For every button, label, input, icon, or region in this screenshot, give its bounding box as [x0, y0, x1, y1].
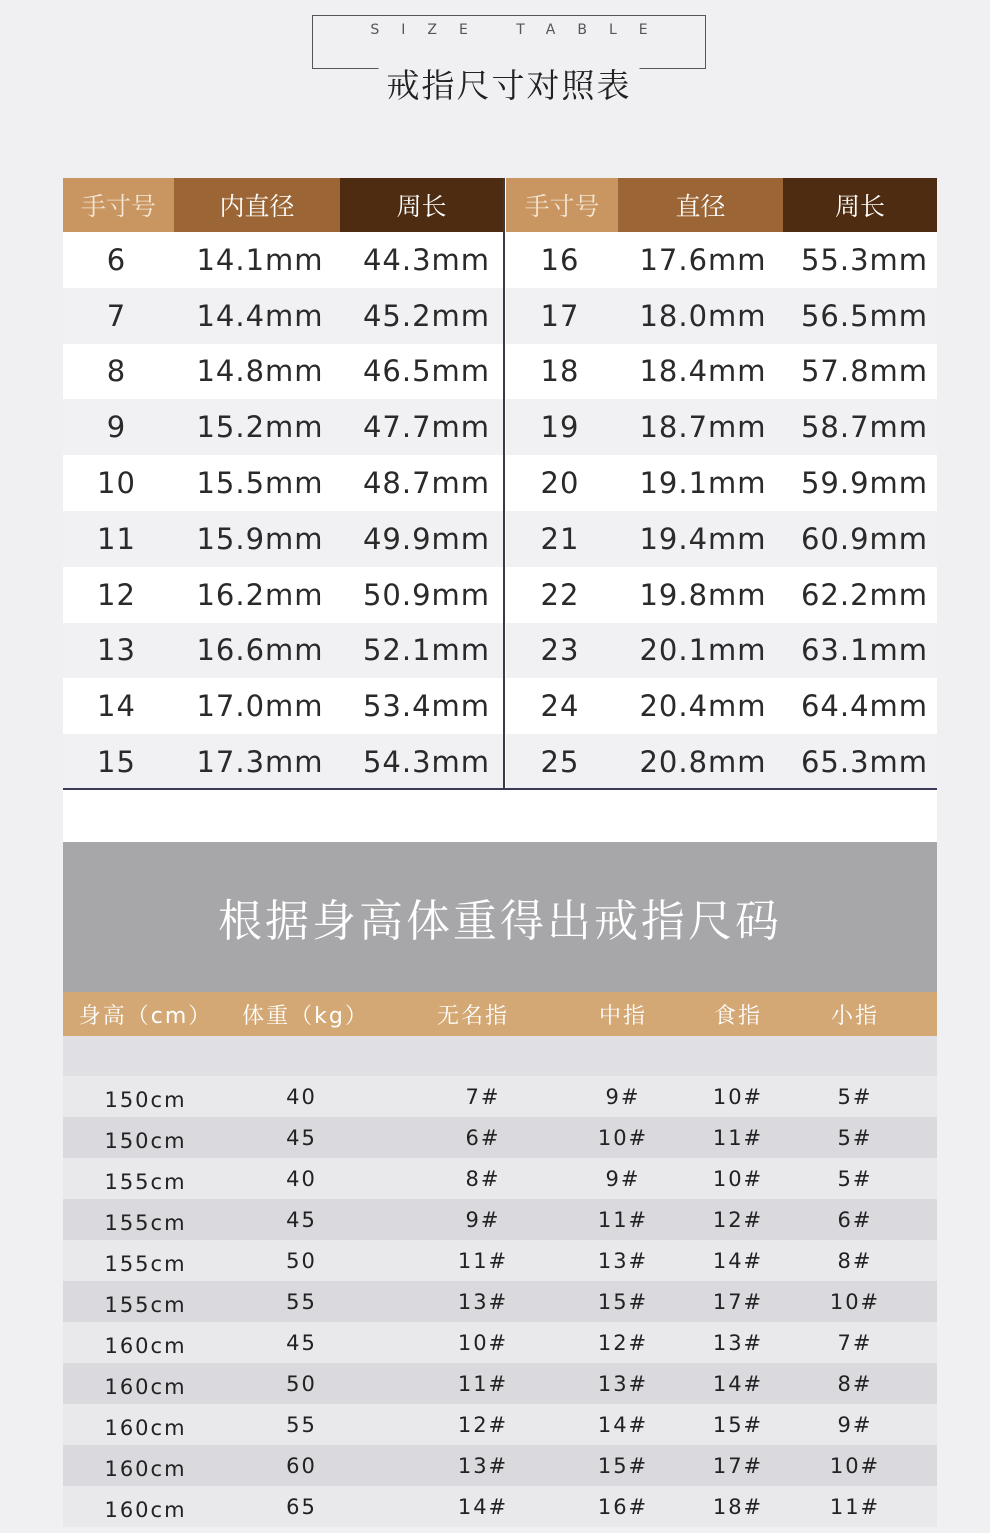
- table-row: [63, 1404, 937, 1445]
- cell-size-number: 15: [97, 745, 136, 780]
- cell-index-finger: 18#: [712, 1494, 764, 1519]
- cell-size-number: 10: [97, 466, 136, 501]
- cell-middle-finger: 9#: [605, 1084, 641, 1109]
- cell-little-finger: 10#: [829, 1453, 881, 1478]
- cell-index-finger: 10#: [712, 1166, 764, 1191]
- table-row: [63, 288, 503, 344]
- cell-weight: 40: [286, 1084, 317, 1109]
- cell-circumference: 62.2mm: [800, 577, 929, 612]
- cell-circumference: 48.7mm: [362, 466, 491, 501]
- table-bottom-rule: [63, 788, 937, 790]
- cell-diameter: 15.2mm: [196, 410, 324, 445]
- cell-little-finger: 6#: [837, 1207, 873, 1232]
- cell-size-number: 17: [540, 298, 580, 333]
- cell-diameter: 14.1mm: [196, 242, 324, 277]
- cell-little-finger: 10#: [829, 1289, 881, 1314]
- cell-circumference: 52.1mm: [362, 633, 491, 668]
- header-index-finger: 食指: [713, 1003, 762, 1029]
- cell-circumference: 59.9mm: [800, 466, 929, 501]
- title-english: SIZE TABLE: [370, 22, 670, 38]
- cell-diameter: 15.5mm: [196, 466, 324, 501]
- cell-index-finger: 14#: [712, 1371, 764, 1396]
- cell-index-finger: 11#: [712, 1125, 764, 1150]
- cell-size-number: 18: [540, 354, 580, 389]
- header-ring-finger: 无名指: [436, 1003, 509, 1029]
- cell-ring-finger: 11#: [457, 1371, 509, 1396]
- cell-weight: 50: [286, 1371, 317, 1396]
- cell-diameter: 17.6mm: [639, 242, 767, 277]
- cell-circumference: 60.9mm: [800, 521, 929, 556]
- table-row: [506, 232, 937, 288]
- cell-ring-finger: 13#: [457, 1453, 509, 1478]
- cell-middle-finger: 16#: [597, 1494, 649, 1519]
- cell-little-finger: 5#: [837, 1166, 873, 1191]
- cell-ring-finger: 11#: [457, 1248, 509, 1273]
- cell-circumference: 50.9mm: [362, 577, 491, 612]
- cell-size-number: 25: [540, 745, 580, 780]
- size-table-left: [63, 178, 503, 790]
- cell-diameter: 16.2mm: [196, 577, 324, 612]
- cell-weight: 55: [286, 1412, 317, 1437]
- cell-size-number: 9: [106, 410, 127, 445]
- cell-diameter: 14.8mm: [196, 354, 324, 389]
- cell-size-number: 11: [97, 521, 136, 556]
- header-size-number: 手寸号: [63, 178, 174, 232]
- size-table-right: [506, 178, 937, 790]
- cell-middle-finger: 14#: [597, 1412, 649, 1437]
- cell-diameter: 19.4mm: [639, 521, 767, 556]
- cell-circumference: 47.7mm: [362, 410, 491, 445]
- cell-circumference: 44.3mm: [362, 242, 491, 277]
- cell-height: 160cm: [104, 1456, 187, 1481]
- size-table-right-header: [506, 178, 937, 232]
- cell-size-number: 23: [540, 633, 580, 668]
- cell-ring-finger: 6#: [465, 1125, 501, 1150]
- table-row: [63, 623, 503, 679]
- cell-size-number: 13: [97, 633, 136, 668]
- cell-height: 150cm: [104, 1087, 187, 1112]
- table-row: [63, 1281, 937, 1322]
- estimate-banner: [63, 842, 937, 992]
- cell-size-number: 24: [540, 689, 580, 724]
- cell-size-number: 22: [540, 577, 580, 612]
- table-row: [506, 399, 937, 455]
- cell-diameter: 18.4mm: [639, 354, 767, 389]
- cell-weight: 50: [286, 1248, 317, 1273]
- cell-size-number: 14: [97, 689, 136, 724]
- table-row: [63, 1363, 937, 1404]
- header-little-finger: 小指: [830, 1003, 879, 1029]
- cell-index-finger: 13#: [712, 1330, 764, 1355]
- cell-little-finger: 5#: [837, 1084, 873, 1109]
- table-row: [63, 1076, 937, 1117]
- table-row: [63, 455, 503, 511]
- cell-size-number: 6: [106, 242, 127, 277]
- table-row: [506, 678, 937, 734]
- table-row: [63, 232, 503, 288]
- cell-ring-finger: 13#: [457, 1289, 509, 1314]
- header-weight: 体重（kg）: [242, 1003, 369, 1029]
- header-height: 身高（cm）: [78, 1003, 213, 1029]
- table-row: [506, 511, 937, 567]
- title-frame: [312, 15, 706, 105]
- cell-weight: 40: [286, 1166, 317, 1191]
- cell-height: 160cm: [104, 1497, 187, 1522]
- table-row: [506, 567, 937, 623]
- table-row: [63, 567, 503, 623]
- cell-index-finger: 14#: [712, 1248, 764, 1273]
- cell-circumference: 49.9mm: [362, 521, 491, 556]
- header-circumference: 周长: [783, 178, 937, 232]
- cell-weight: 45: [286, 1330, 317, 1355]
- cell-index-finger: 17#: [712, 1453, 764, 1478]
- table-row: [63, 511, 503, 567]
- cell-diameter: 17.3mm: [196, 745, 324, 780]
- table-row: [63, 678, 503, 734]
- cell-ring-finger: 10#: [457, 1330, 509, 1355]
- cell-circumference: 54.3mm: [362, 745, 491, 780]
- table-row: [506, 455, 937, 511]
- table-row: [63, 344, 503, 400]
- size-table-left-body: [63, 232, 503, 790]
- size-table-right-body: [506, 232, 937, 790]
- cell-diameter: 18.7mm: [639, 410, 767, 445]
- cell-middle-finger: 15#: [597, 1453, 649, 1478]
- cell-middle-finger: 13#: [597, 1248, 649, 1273]
- cell-little-finger: 9#: [837, 1412, 873, 1437]
- cell-middle-finger: 13#: [597, 1371, 649, 1396]
- cell-middle-finger: 15#: [597, 1289, 649, 1314]
- table-row: [63, 1158, 937, 1199]
- cell-index-finger: 15#: [712, 1412, 764, 1437]
- cell-diameter: 19.8mm: [639, 577, 767, 612]
- cell-diameter: 14.4mm: [196, 298, 324, 333]
- cell-little-finger: 7#: [837, 1330, 873, 1355]
- table-row: [63, 399, 503, 455]
- table-row: [506, 288, 937, 344]
- cell-circumference: 46.5mm: [362, 354, 491, 389]
- cell-size-number: 21: [540, 521, 580, 556]
- table-row: [63, 1486, 937, 1527]
- cell-middle-finger: 11#: [597, 1207, 649, 1232]
- table-row: [63, 734, 503, 790]
- estimate-banner-title: 根据身高体重得出戒指尺码: [218, 896, 782, 947]
- cell-size-number: 20: [540, 466, 580, 501]
- cell-diameter: 20.4mm: [639, 689, 767, 724]
- header-diameter: 直径: [618, 178, 783, 232]
- cell-weight: 55: [286, 1289, 317, 1314]
- cell-little-finger: 5#: [837, 1125, 873, 1150]
- table-row: [63, 1322, 937, 1363]
- cell-diameter: 18.0mm: [639, 298, 767, 333]
- cell-diameter: 16.6mm: [196, 633, 324, 668]
- table-row: [506, 344, 937, 400]
- cell-height: 160cm: [104, 1333, 187, 1358]
- cell-diameter: 19.1mm: [639, 466, 767, 501]
- estimate-table-header: [63, 992, 937, 1036]
- cell-circumference: 56.5mm: [800, 298, 929, 333]
- cell-circumference: 45.2mm: [362, 298, 491, 333]
- cell-size-number: 7: [106, 298, 127, 333]
- cell-height: 160cm: [104, 1374, 187, 1399]
- cell-middle-finger: 10#: [597, 1125, 649, 1150]
- cell-diameter: 17.0mm: [196, 689, 324, 724]
- table-row: [63, 1117, 937, 1158]
- cell-ring-finger: 9#: [465, 1207, 501, 1232]
- cell-size-number: 16: [540, 242, 580, 277]
- cell-middle-finger: 12#: [597, 1330, 649, 1355]
- estimate-section: [63, 842, 937, 1533]
- cell-circumference: 65.3mm: [800, 745, 929, 780]
- cell-middle-finger: 9#: [605, 1166, 641, 1191]
- size-table: [63, 178, 937, 842]
- cell-circumference: 63.1mm: [800, 633, 929, 668]
- cell-height: 160cm: [104, 1415, 187, 1440]
- cell-index-finger: 17#: [712, 1289, 764, 1314]
- header-size-number: 手寸号: [506, 178, 618, 232]
- cell-ring-finger: 12#: [457, 1412, 509, 1437]
- cell-size-number: 19: [540, 410, 580, 445]
- header-middle-finger: 中指: [598, 1003, 647, 1029]
- cell-height: 155cm: [104, 1292, 187, 1317]
- cell-weight: 45: [286, 1125, 317, 1150]
- cell-size-number: 12: [97, 577, 136, 612]
- cell-index-finger: 12#: [712, 1207, 764, 1232]
- header-inner-diameter: 内直径: [174, 178, 340, 232]
- cell-circumference: 53.4mm: [362, 689, 491, 724]
- header-circumference: 周长: [340, 178, 503, 232]
- cell-height: 155cm: [104, 1169, 187, 1194]
- estimate-table-spacer: [63, 1036, 937, 1076]
- cell-circumference: 64.4mm: [800, 689, 929, 724]
- cell-index-finger: 10#: [712, 1084, 764, 1109]
- cell-height: 155cm: [104, 1210, 187, 1235]
- cell-diameter: 20.8mm: [639, 745, 767, 780]
- cell-size-number: 8: [106, 354, 127, 389]
- cell-ring-finger: 7#: [465, 1084, 501, 1109]
- cell-height: 155cm: [104, 1251, 187, 1276]
- cell-ring-finger: 14#: [457, 1494, 509, 1519]
- estimate-table-body: [63, 1076, 937, 1527]
- cell-circumference: 57.8mm: [800, 354, 929, 389]
- cell-ring-finger: 8#: [465, 1166, 501, 1191]
- cell-weight: 65: [286, 1494, 317, 1519]
- cell-diameter: 15.9mm: [196, 521, 324, 556]
- cell-little-finger: 11#: [829, 1494, 881, 1519]
- table-row: [506, 734, 937, 790]
- cell-weight: 45: [286, 1207, 317, 1232]
- cell-circumference: 58.7mm: [800, 410, 929, 445]
- size-table-left-header: [63, 178, 503, 232]
- page-title: 戒指尺寸对照表: [379, 60, 640, 107]
- table-row: [63, 1445, 937, 1486]
- cell-weight: 60: [286, 1453, 317, 1478]
- table-row: [63, 1240, 937, 1281]
- cell-circumference: 55.3mm: [800, 242, 929, 277]
- table-row: [63, 1199, 937, 1240]
- table-row: [506, 623, 937, 679]
- cell-diameter: 20.1mm: [639, 633, 767, 668]
- cell-little-finger: 8#: [837, 1371, 873, 1396]
- cell-height: 150cm: [104, 1128, 187, 1153]
- cell-little-finger: 8#: [837, 1248, 873, 1273]
- column-divider: [503, 178, 505, 790]
